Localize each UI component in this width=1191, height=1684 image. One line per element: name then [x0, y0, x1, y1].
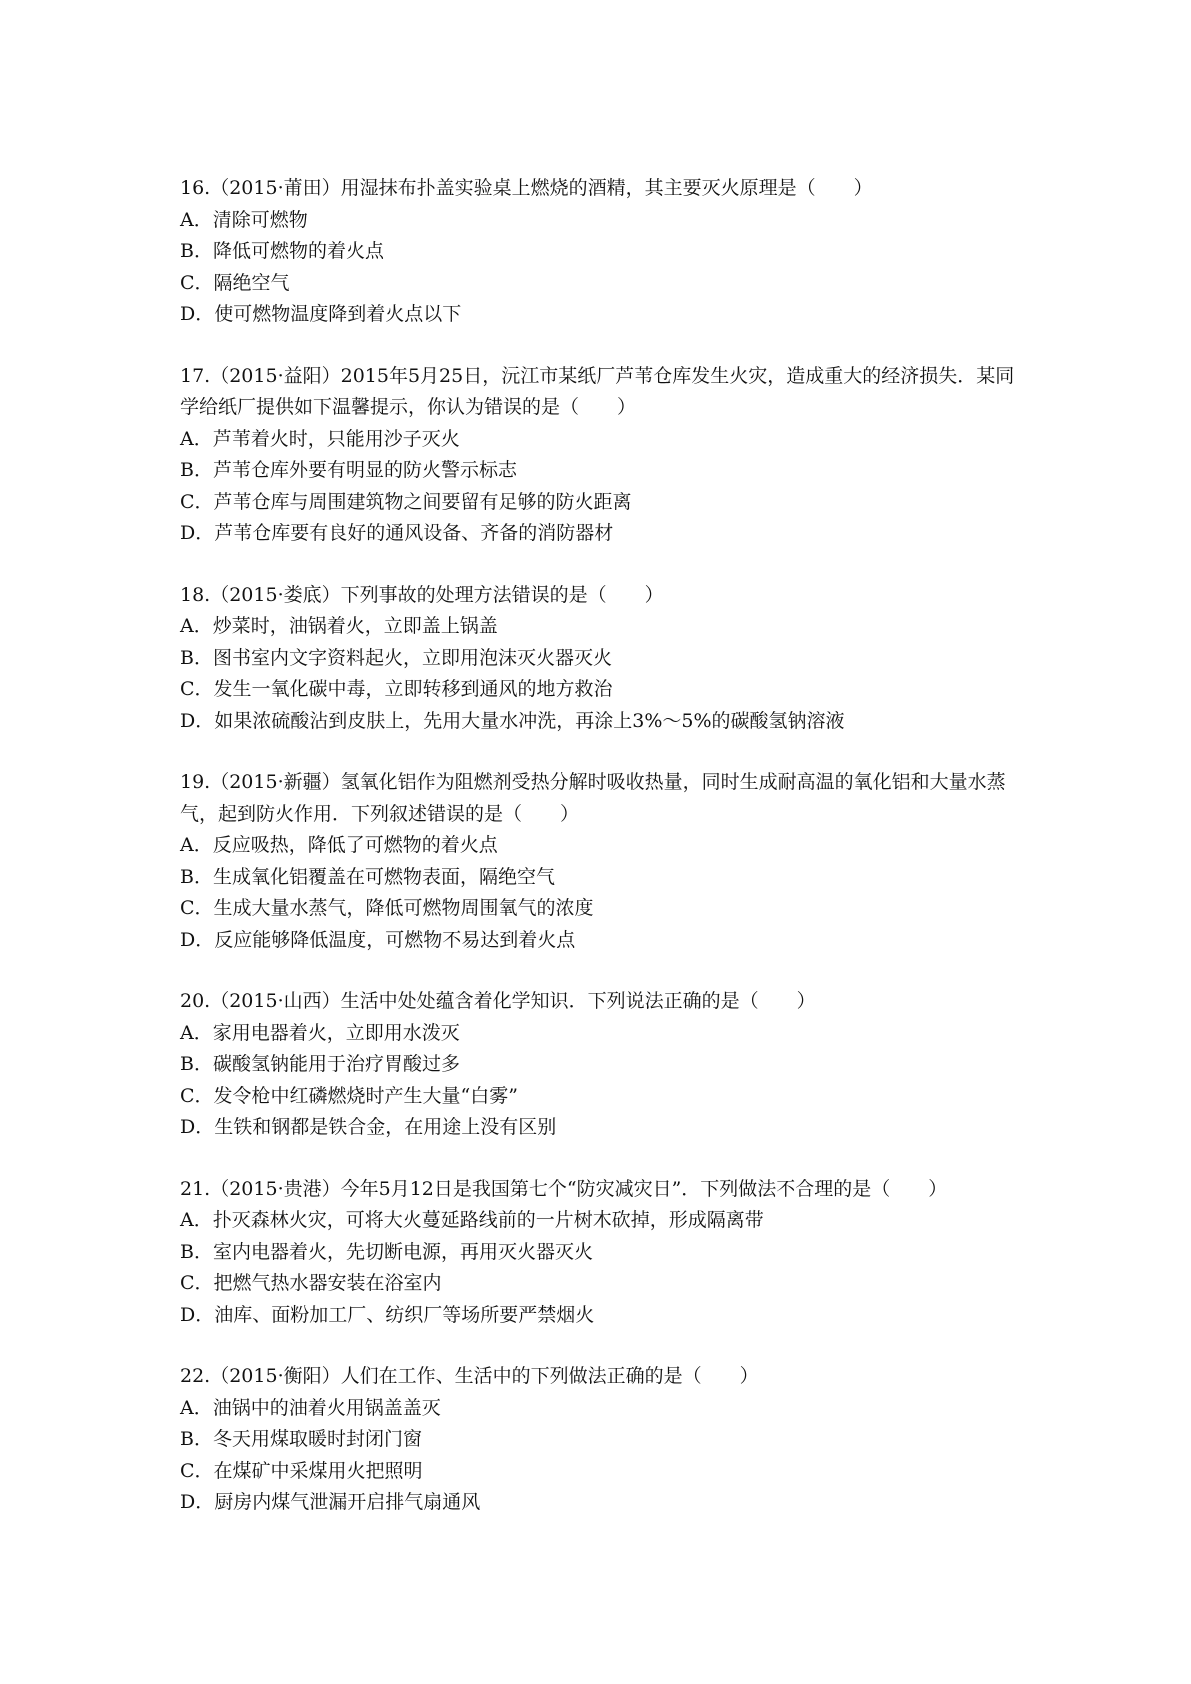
question-19: [180, 767, 1031, 956]
question-17: [180, 361, 1031, 550]
option-b: B．冬天用煤取暖时封闭门窗: [180, 1428, 422, 1450]
question-22: [180, 1361, 1031, 1519]
question-stem: 21.（2015·贵港）今年5月12日是我国第七个“防灾减灾日”．下列做法不合理的是（ ）: [180, 1177, 948, 1200]
option-c: C．芦苇仓库与周围建筑物之间要留有足够的防火距离: [180, 490, 632, 513]
option-c: C．发生一氧化碳中毒，立即转移到通风的地方救治: [180, 678, 613, 700]
option-d: D．生铁和钢都是铁合金，在用途上没有区别: [180, 1116, 557, 1138]
option-c: C．在煤矿中采煤用火把照明: [180, 1459, 423, 1482]
option-b: B．降低可燃物的着火点: [180, 240, 384, 262]
question-stem: 20.（2015·山西）生活中处处蕴含着化学知识．下列说法正确的是（ ）: [180, 990, 816, 1012]
option-b: B．芦苇仓库外要有明显的防火警示标志: [180, 459, 517, 481]
option-c: C．发令枪中红磷燃烧时产生大量“白雾”: [180, 1084, 518, 1107]
question-stem: 18.（2015·娄底）下列事故的处理方法错误的是（ ）: [180, 583, 664, 606]
question-stem: 22.（2015·衡阳）人们在工作、生活中的下列做法正确的是（ ）: [180, 1365, 759, 1387]
option-d: D．如果浓硫酸沾到皮肤上，先用大量水冲洗，再涂上3%～5%的碳酸氢钠溶液: [180, 709, 845, 732]
option-d: D．芦苇仓库要有良好的通风设备、齐备的消防器材: [180, 522, 614, 544]
option-a: A．反应吸热，降低了可燃物的着火点: [180, 834, 498, 856]
question-18: [180, 580, 1031, 738]
option-b: B．生成氧化铝覆盖在可燃物表面，隔绝空气: [180, 865, 555, 888]
option-c: C．把燃气热水器安装在浴室内: [180, 1272, 442, 1294]
option-c: C．隔绝空气: [180, 271, 290, 294]
option-a: A．芦苇着火时，只能用沙子灭火: [180, 427, 460, 450]
question-16: [180, 173, 1031, 331]
question-stem: 19.（2015·新疆）氢氧化铝作为阻燃剂受热分解时吸收热量，同时生成耐高温的氧化铝和大量水蒸气，起到防火作用．下列叙述错误的是（ ）: [180, 771, 1006, 825]
question-stem: 16.（2015·莆田）用湿抹布扑盖实验桌上燃烧的酒精，其主要灭火原理是（ ）: [180, 177, 873, 199]
option-a: A．扑灭森林火灾，可将大火蔓延路线前的一片树木砍掉，形成隔离带: [180, 1209, 764, 1231]
option-d: D．厨房内煤气泄漏开启排气扇通风: [180, 1491, 481, 1513]
option-b: B．图书室内文字资料起火，立即用泡沫灭火器灭火: [180, 646, 612, 669]
option-a: A．油锅中的油着火用锅盖盖灭: [180, 1396, 441, 1419]
option-d: D．反应能够降低温度，可燃物不易达到着火点: [180, 928, 576, 951]
question-stem: 17.（2015·益阳）2015年5月25日，沅江市某纸厂芦苇仓库发生火灾，造成重大的经济损失．某同学给纸厂提供如下温馨提示，你认为错误的是（ ）: [180, 364, 1015, 418]
option-a: A．清除可燃物: [180, 208, 308, 231]
option-a: A．炒菜时，油锅着火，立即盖上锅盖: [180, 615, 498, 637]
option-d: D．油库、面粉加工厂、纺织厂等场所要严禁烟火: [180, 1303, 595, 1326]
option-a: A．家用电器着火，立即用水泼灭: [180, 1021, 460, 1044]
option-b: B．碳酸氢钠能用于治疗胃酸过多: [180, 1053, 460, 1075]
question-21: [180, 1174, 1031, 1332]
option-b: B．室内电器着火，先切断电源，再用灭火器灭火: [180, 1240, 593, 1263]
option-d: D．使可燃物温度降到着火点以下: [180, 303, 462, 325]
option-c: C．生成大量水蒸气，降低可燃物周围氧气的浓度: [180, 897, 594, 919]
question-20: [180, 986, 1031, 1144]
